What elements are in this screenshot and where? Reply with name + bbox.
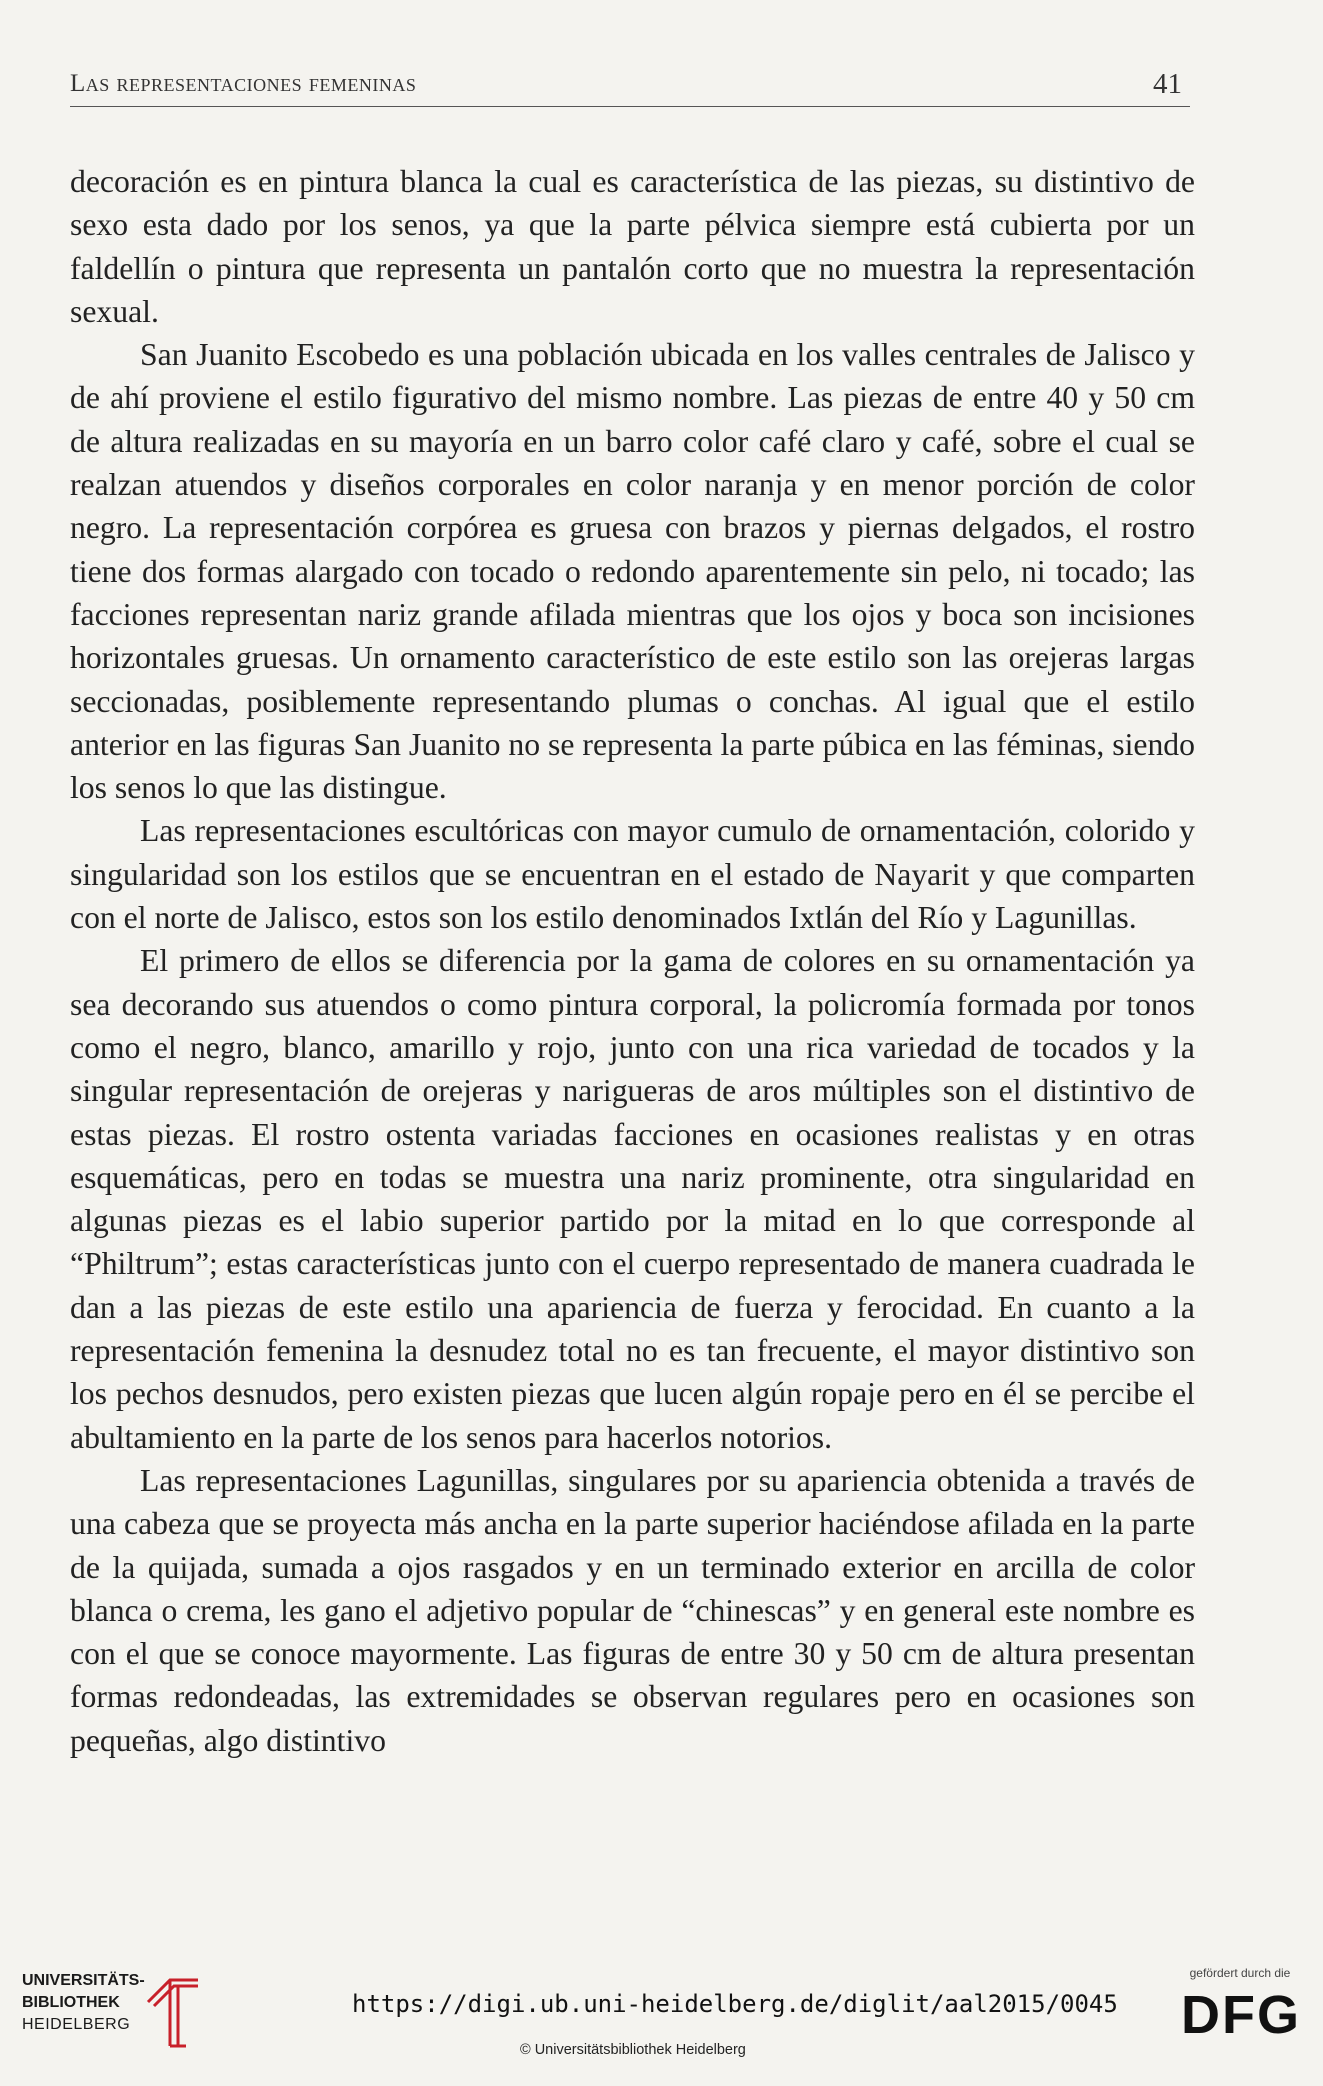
paragraph-3: Las representaciones escultóricas con mayor cumulo de ornamentación, colorido y singularidad son los estilos que se encuentran en el estado de Nayarit y que comparten con el norte de Jalisco, estos son los estilo denominados Ixtlán del Río y Lagunillas. — [70, 813, 1195, 936]
digitization-footer — [0, 1950, 1323, 2086]
body-text — [70, 160, 1195, 1762]
library-name-line3: HEIDELBERG — [22, 2016, 131, 2033]
funded-by-label: gefördert durch die — [1189, 1966, 1291, 1980]
dfg-funding-logo[interactable] — [1175, 1966, 1305, 2066]
university-library-logo[interactable] — [22, 1970, 212, 2070]
paragraph-2: San Juanito Escobedo es una población ubicada en los valles centrales de Jalisco y de ahí proviene el estilo figurativo del mismo nombre. Las piezas de entre 40 y 50 cm de altura realizadas en su mayoría en un barro color café claro y café, sobre el cual se realzan atuendos y diseños corporales en color naranja y en menor porción de color negro. La representación corpórea es gruesa con brazos y piernas delgados, el rostro tiene dos formas alargado con tocado o redondo aparentemente sin pelo, ni tocado; las facciones representan nariz grande afilada mientras que los ojos y boca son incisiones horizontales gruesas. Un ornamento característico de este estilo son las orejeras largas seccionadas, posiblemente representando plumas o conchas. Al igual que el estilo anterior en las figuras San Juanito no se representa la parte púbica en las féminas, siendo los senos lo que las distingue. — [70, 337, 1195, 806]
library-name-line1: UNIVERSITÄTS- — [22, 1972, 145, 1989]
permalink-url[interactable]: https://digi.ub.uni-heidelberg.de/diglit/aal2015/0045 — [352, 1990, 1118, 2018]
paragraph-5: Las representaciones Lagunillas, singulares por su apariencia obtenida a través de una cabeza que se proyecta más ancha en la parte superior haciéndose afilada en la parte de la quijada, sumada a ojos rasgados y en un terminado exterior en arcilla de color blanca o crema, les gano el adjetivo popular de “chinescas” y en general este nombre es con el que se conoce mayormente. Las figuras de entre 30 y 50 cm de altura presentan formas redondeadas, las extremidades se observan regulares pero en ocasiones son pequeñas, algo distintivo — [70, 1462, 1195, 1758]
dfg-logo-text: DFG — [1181, 1985, 1301, 2045]
copyright-notice: © Universitätsbibliothek Heidelberg — [520, 2042, 746, 2058]
paragraph-1: decoración es en pintura blanca la cual es característica de las piezas, su distintivo de sexo esta dado por los senos, ya que la parte pélvica siempre está cubierta por un faldellín o pintura que representa un pantalón corto que no muestra la representación sexual. — [70, 164, 1195, 329]
library-name-line2: BIBLIOTHEK — [22, 1994, 120, 2011]
running-header — [70, 66, 1190, 107]
page-number: 41 — [1153, 68, 1182, 100]
paragraph-4: El primero de ellos se diferencia por la gama de colores en su ornamentación ya sea decorando sus atuendos o como pintura corporal, la policromía formada por tonos como el negro, blanco, amarillo y rojo, junto con una rica variedad de tocados y la singular representación de orejeras y narigueras de aros múltiples son el distintivo de estas piezas. El rostro ostenta variadas facciones en ocasiones realistas y en otras esquemáticas, pero en todas se muestra una nariz prominente, otra singularidad en algunas piezas es el labio superior partido por la mitad en lo que corresponde al “Philtrum”; estas características junto con el cuerpo representado de manera cuadrada le dan a las piezas de este estilo una apariencia de fuerza y ferocidad. En cuanto a la representación femenina la desnudez total no es tan frecuente, el mayor distintivo son los pechos desnudos, pero existen piezas que lucen algún ropaje pero en él se percibe el abultamiento en la parte de los senos para hacerlos notorios. — [70, 943, 1195, 1455]
running-title: Las representaciones femeninas — [70, 70, 417, 97]
library-mark-icon — [140, 1972, 204, 2052]
